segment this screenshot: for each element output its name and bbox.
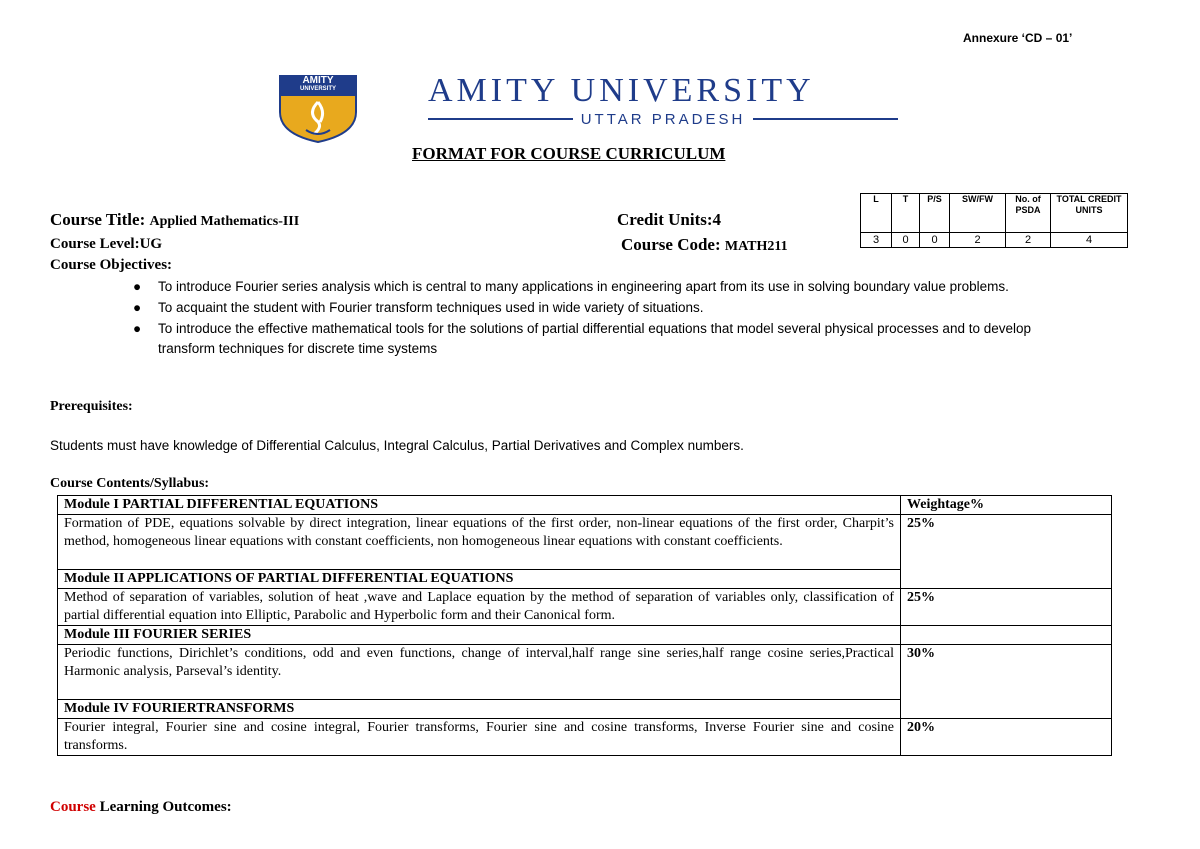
objective-item — [130, 298, 1090, 318]
credit-header-l: L — [861, 194, 892, 233]
module-4-content: Fourier integral, Fourier sine and cosine integral, Fourier transforms, Fourier sine and cosine transforms, Inverse Fourier sine and cosine transforms. — [58, 719, 901, 756]
credit-units-label: Credit Units: — [617, 210, 713, 229]
syllabus-heading: Course Contents/Syllabus: — [50, 476, 210, 491]
objectives-list — [130, 277, 1090, 360]
course-level-value: UG — [139, 236, 163, 252]
course-level-label: Course Level: — [50, 236, 140, 252]
module-title-row — [58, 626, 1112, 645]
objective-text: To introduce Fourier series analysis which is central to many applications in engineering apart from its use in solving boundary value problems. — [158, 279, 1009, 294]
module-1-title: Module I PARTIAL DIFFERENTIAL EQUATIONS — [58, 496, 901, 515]
module-3-title-spacer — [901, 626, 1112, 645]
objective-text: To introduce the effective mathematical tools for the solutions of partial differential equations that model several physical processes and to develop transform techniques for discrete time systems — [158, 321, 1032, 356]
module-4-weightage: 20% — [901, 719, 1112, 756]
university-location: UTTAR PRADESH — [580, 110, 746, 128]
divider-left — [428, 118, 573, 120]
credit-value-swfw: 2 — [950, 233, 1006, 248]
learning-outcomes-heading — [50, 799, 232, 816]
module-3-weightage: 30% — [901, 645, 1112, 719]
credit-table-header-row — [861, 194, 1128, 233]
module-3-content: Periodic functions, Dirichlet’s conditions, odd and even functions, change of interval,half range sine series,half range cosine series,Practical Harmonic analysis, Parseval’s identity. — [58, 645, 901, 700]
module-content-row — [58, 645, 1112, 700]
credit-value-t: 0 — [892, 233, 920, 248]
syllabus-table — [57, 495, 1112, 756]
course-code-row — [621, 235, 788, 255]
format-title: FORMAT FOR COURSE CURRICULUM — [412, 144, 726, 163]
module-2-content: Method of separation of variables, solution of heat ,wave and Laplace equation by the method of separation of variables only, classification of partial differential equation into Elliptic, Parabolic and Hyperbolic form and their Canonical form. — [58, 589, 901, 626]
weightage-header: Weightage% — [901, 496, 1112, 515]
module-content-row — [58, 719, 1112, 756]
credit-table — [860, 193, 1128, 248]
credit-header-t: T — [892, 194, 920, 233]
learning-outcomes-course-word: Course — [50, 799, 96, 815]
learning-outcomes-rest: Learning Outcomes: — [95, 799, 232, 815]
course-level-row — [50, 236, 162, 253]
credit-value-ps: 0 — [920, 233, 950, 248]
credit-header-psda: No. of PSDA — [1006, 194, 1051, 233]
course-code-label: Course Code: — [621, 235, 725, 254]
logo-text — [290, 76, 346, 94]
module-content-row — [58, 589, 1112, 626]
credit-header-ps: P/S — [920, 194, 950, 233]
module-content-row — [58, 515, 1112, 570]
module-2-weightage: 25% — [901, 589, 1112, 626]
credit-units-value: 4 — [712, 210, 722, 229]
university-name: AMITY UNIVERSITY — [428, 72, 815, 109]
credit-units-row — [617, 210, 721, 230]
bullet-icon: ● — [133, 321, 142, 336]
credit-table-value-row — [861, 233, 1128, 248]
course-code-value: MATH211 — [724, 239, 788, 254]
credit-value-l: 3 — [861, 233, 892, 248]
course-title-row — [50, 210, 299, 230]
prerequisites-text: Students must have knowledge of Differential Calculus, Integral Calculus, Partial Derivatives and Complex numbers. — [50, 438, 744, 453]
university-location-row — [428, 109, 898, 129]
objective-item — [130, 319, 1090, 359]
objectives-heading: Course Objectives: — [50, 257, 173, 273]
module-2-title: Module II APPLICATIONS OF PARTIAL DIFFERENTIAL EQUATIONS — [58, 570, 901, 589]
annexure-label: Annexure ‘CD – 01’ — [963, 31, 1073, 45]
objective-text: To acquaint the student with Fourier transform techniques used in wide variety of situations. — [158, 300, 704, 315]
module-title-row — [58, 496, 1112, 515]
divider-right — [753, 118, 898, 120]
module-3-title: Module III FOURIER SERIES — [58, 626, 901, 645]
module-4-title: Module IV FOURIERTRANSFORMS — [58, 700, 901, 719]
bullet-icon: ● — [133, 279, 142, 294]
credit-header-total: TOTAL CREDIT UNITS — [1051, 194, 1128, 233]
credit-value-psda: 2 — [1006, 233, 1051, 248]
logo-text-sub: UNIVERSITY — [299, 86, 336, 92]
credit-header-swfw: SW/FW — [950, 194, 1006, 233]
credit-value-total: 4 — [1051, 233, 1128, 248]
bullet-icon: ● — [133, 300, 142, 315]
module-1-weightage: 25% — [901, 515, 1112, 589]
module-1-content: Formation of PDE, equations solvable by direct integration, linear equations of the first order, non-linear equations of the first order, Charpit’s method, homogeneous linear equations with constant coefficients, non homogeneous linear equations with constant coefficients. — [58, 515, 901, 570]
logo-text-main: AMITY — [302, 75, 334, 86]
objective-item — [130, 277, 1090, 297]
course-title-label: Course Title: — [50, 210, 150, 229]
course-title-value: Applied Mathematics-III — [149, 214, 300, 229]
prerequisites-heading: Prerequisites: — [50, 399, 133, 414]
